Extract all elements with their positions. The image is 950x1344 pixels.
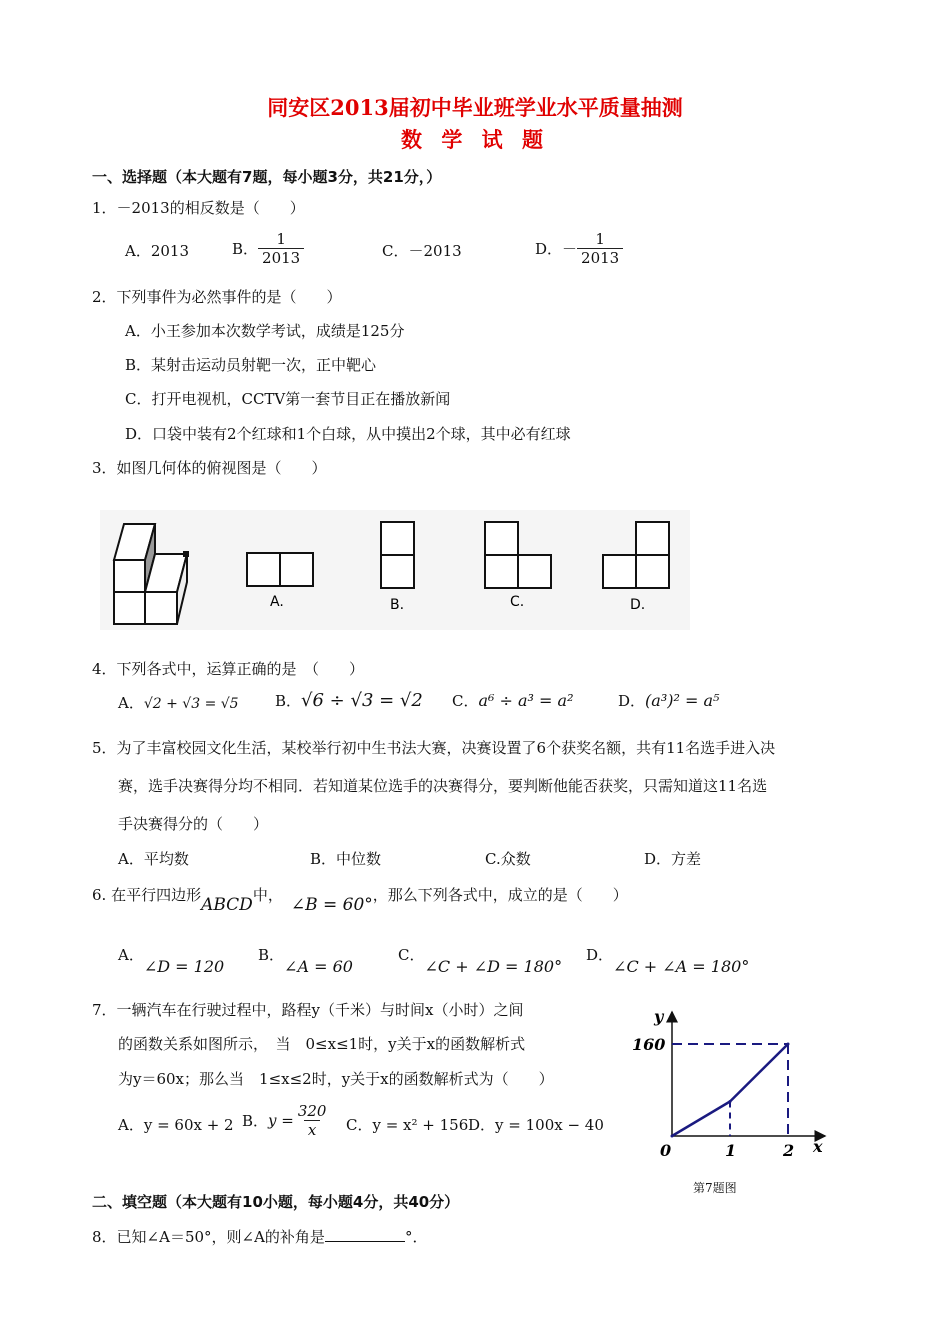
q6-stem-part-1: 6. 在平行四边形	[92, 886, 202, 904]
q7-option-a: A．y = 60x + 2	[118, 1116, 234, 1134]
q6-angle-b: ∠B = 60°	[290, 895, 373, 915]
question-8-stem	[92, 1226, 427, 1247]
q7-option-c: C．y = x² + 156	[346, 1116, 469, 1134]
q2-option-c: C．打开电视机，CCTV第一套节目正在播放新闻	[125, 390, 451, 408]
q4-option-c	[452, 690, 574, 711]
question-5-line-2: 赛，选手决赛得分均不相同．若知道某位选手的决赛得分，要判断他能否获奖，只需知道这11名选	[118, 777, 768, 795]
q2-option-d: D．口袋中装有2个红球和1个白球，从中摸出2个球，其中必有红球	[125, 425, 571, 443]
q5-option-d: D．方差	[644, 850, 702, 868]
q8-answer-blank[interactable]	[325, 1227, 405, 1242]
q6-d-label: D．	[586, 946, 614, 964]
q6-option-a	[118, 944, 225, 976]
q1-option-b	[232, 230, 304, 267]
q7-graph-segment-1	[672, 1102, 730, 1137]
question-5-line-3: 手决赛得分的（ ）	[118, 815, 269, 833]
q6-option-d	[586, 944, 750, 976]
q7-b-fraction	[294, 1102, 331, 1139]
q3-option-b-shape	[381, 522, 414, 588]
q7-b-denominator: x	[304, 1120, 320, 1139]
question-1-stem: 1．－2013的相反数是（ ）	[92, 199, 305, 217]
q2-option-b: B．某射击运动员射靶一次，正中靶心	[125, 356, 377, 374]
q7-option-d: D．y = 100x − 40	[468, 1116, 604, 1134]
question-7-line-1: 7．一辆汽车在行驶过程中，路程y（千米）与时间x（小时）之间	[92, 1001, 524, 1019]
question-7-line-3: 为y＝60x；那么当 1≤x≤2时，y关于x的函数解析式为（ ）	[118, 1070, 554, 1088]
q1-option-d-label: D．－	[535, 240, 578, 258]
section-heading-fill-in: 二、填空题（本大题有10小题，每小题4分，共40分）	[92, 1193, 460, 1211]
q5-option-a: A．平均数	[118, 850, 189, 868]
question-5-line-1: 5．为了丰富校园文化生活，某校举行初中生书法大赛，决赛设置了6个获奖名额，共有11名选手进入决	[92, 739, 776, 757]
q4-c-label: C．	[452, 692, 479, 710]
q7-y-axis-label: y	[654, 1007, 664, 1026]
q7-graph-point-0	[671, 1135, 674, 1138]
q4-b-expression: √6 ÷ √3 = √2	[301, 690, 423, 711]
q8-stem-part-1: 8．已知∠A＝50°，则∠A的补角是	[92, 1228, 325, 1246]
q7-function-graph	[620, 1000, 840, 1170]
q7-graph-point-2	[787, 1043, 790, 1046]
q2-option-a: A．小王参加本次数学考试，成绩是125分	[125, 322, 405, 340]
q6-a-label: A．	[118, 946, 144, 964]
q7-graph-segment-2	[730, 1044, 788, 1102]
q3-option-a-shape	[247, 553, 313, 586]
q3-label-a: A.	[270, 594, 284, 610]
q6-stem-part-3: ，那么下列各式中，成立的是（ ）	[372, 886, 628, 904]
q6-option-b	[258, 944, 353, 976]
q1-b-denominator: 2013	[258, 248, 304, 267]
q7-x-tick-2: 2	[783, 1141, 795, 1160]
q1-b-numerator: 1	[276, 230, 286, 248]
q1-option-b-fraction	[258, 230, 304, 267]
q8-stem-part-2: °．	[404, 1228, 428, 1246]
q4-a-label: A．	[118, 694, 144, 712]
q7-graph-point-1	[729, 1100, 732, 1103]
q6-option-c	[398, 944, 563, 976]
q6-b-expression: ∠A = 60	[284, 957, 353, 976]
q3-figure	[100, 510, 690, 630]
q7-b-prefix: y =	[268, 1111, 294, 1130]
q1-option-a: A．2013	[125, 242, 190, 260]
question-7-line-2: 的函数关系如图所示， 当 0≤x≤1时，y关于x的函数解析式	[118, 1035, 526, 1053]
q6-parallelogram-name: ABCD	[201, 895, 253, 915]
q6-b-label: B．	[258, 946, 285, 964]
q1-option-d-fraction	[577, 230, 623, 267]
q7-b-label: B．	[242, 1112, 269, 1130]
q7-b-numerator: 320	[297, 1102, 327, 1120]
q5-option-c: C.众数	[485, 850, 531, 868]
q7-option-b	[242, 1102, 330, 1139]
q4-b-label: B．	[275, 692, 302, 710]
q4-a-expression: √2 + √3 = √5	[143, 696, 239, 712]
q7-y-tick-160: 160	[632, 1035, 666, 1054]
exam-subtitle: 数 学 试 题	[401, 127, 549, 152]
q1-option-b-label: B．	[232, 240, 259, 258]
q1-option-c: C．－2013	[382, 242, 462, 260]
q6-c-label: C．	[398, 946, 425, 964]
question-4-stem: 4．下列各式中，运算正确的是 （ ）	[92, 660, 365, 678]
q4-c-expression: a⁶ ÷ a³ = a²	[478, 691, 574, 710]
q3-label-d: D.	[630, 597, 646, 613]
q4-d-label: D．	[618, 692, 646, 710]
q3-label-c: C.	[510, 594, 525, 610]
q4-d-expression: (a³)² = a⁵	[645, 691, 720, 710]
q5-option-b: B．中位数	[310, 850, 382, 868]
section-heading-choice: 一、选择题（本大题有7题，每小题3分，共21分，）	[92, 168, 442, 186]
q7-x-tick-1: 1	[725, 1141, 737, 1160]
question-6-stem	[92, 884, 628, 915]
question-3-stem: 3．如图几何体的俯视图是（ ）	[92, 459, 327, 477]
q4-option-a	[118, 692, 239, 713]
q4-option-b	[275, 690, 423, 711]
q4-option-d	[618, 690, 719, 711]
q7-x-axis-label: x	[813, 1137, 823, 1156]
q7-figure-caption: 第7题图	[693, 1181, 737, 1195]
q6-stem-part-2: 中，	[252, 886, 283, 904]
q6-d-expression: ∠C + ∠A = 180°	[613, 957, 750, 976]
q1-option-d	[535, 230, 623, 267]
q6-a-expression: ∠D = 120	[143, 957, 225, 976]
q7-origin-label: 0	[660, 1141, 672, 1160]
q3-label-b: B.	[390, 597, 405, 613]
question-2-stem: 2．下列事件为必然事件的是（ ）	[92, 288, 342, 306]
q1-d-numerator: 1	[595, 230, 605, 248]
q6-c-expression: ∠C + ∠D = 180°	[424, 957, 563, 976]
q1-d-denominator: 2013	[577, 248, 623, 267]
exam-title: 同安区2013届初中毕业班学业水平质量抽测	[267, 95, 683, 120]
